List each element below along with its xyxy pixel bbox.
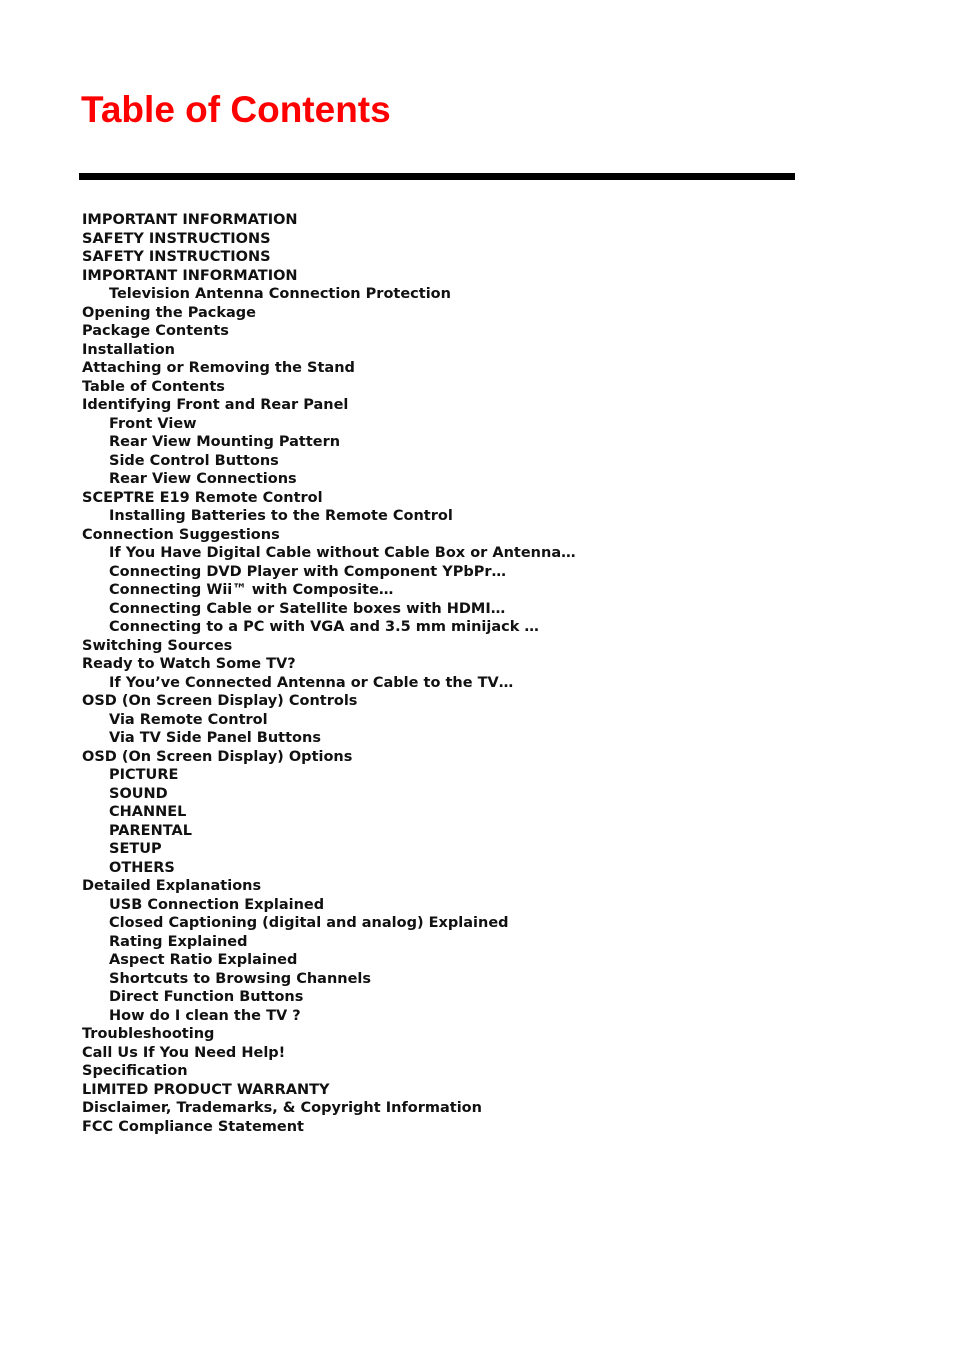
toc-subentry[interactable]: Aspect Ratio Explained bbox=[109, 952, 298, 968]
toc-subentry[interactable]: How do I clean the TV ? bbox=[109, 1007, 301, 1024]
toc-entry[interactable]: Installation bbox=[82, 341, 175, 358]
title-divider bbox=[79, 173, 795, 180]
toc-entry[interactable]: IMPORTANT INFORMATION bbox=[82, 267, 298, 284]
toc-entry[interactable]: Attaching or Removing the Stand bbox=[82, 360, 355, 376]
toc-entry[interactable]: Connection Suggestions bbox=[82, 526, 280, 543]
toc-subentry[interactable]: If You Have Digital Cable without Cable Box or Antenna… bbox=[109, 545, 576, 561]
toc-entry[interactable]: Table of Contents bbox=[82, 378, 225, 395]
toc-entry[interactable]: Detailed Explanations bbox=[82, 878, 262, 894]
toc-subentry[interactable]: Side Control Buttons bbox=[109, 452, 279, 469]
toc-subentry[interactable]: Connecting Wii™ with Composite… bbox=[109, 582, 394, 598]
toc-entry[interactable]: SCEPTRE E19 Remote Control bbox=[82, 489, 323, 506]
toc-entry[interactable]: SAFETY INSTRUCTIONS bbox=[82, 230, 271, 247]
toc-entry[interactable]: Ready to Watch Some TV? bbox=[82, 656, 296, 672]
toc-entry[interactable]: Specification bbox=[82, 1063, 188, 1079]
toc-entry[interactable]: Troubleshooting bbox=[82, 1026, 215, 1042]
toc-entry[interactable]: OSD (On Screen Display) Options bbox=[82, 748, 353, 765]
toc-subentry[interactable]: Rear View Connections bbox=[109, 471, 297, 487]
toc-subentry[interactable]: Via Remote Control bbox=[109, 711, 268, 728]
toc-subentry[interactable]: Connecting DVD Player with Component YPbPr… bbox=[109, 563, 507, 580]
toc-entry[interactable]: SAFETY INSTRUCTIONS bbox=[82, 249, 271, 265]
toc-subentry[interactable]: Shortcuts to Browsing Channels bbox=[109, 970, 372, 987]
toc-entry[interactable]: Identifying Front and Rear Panel bbox=[82, 397, 349, 413]
toc-subentry[interactable]: SOUND bbox=[109, 785, 168, 802]
toc-subentry[interactable]: Rear View Mounting Pattern bbox=[109, 434, 341, 450]
toc-entry[interactable]: IMPORTANT INFORMATION bbox=[82, 212, 298, 228]
toc-entry[interactable]: Package Contents bbox=[82, 323, 229, 339]
toc-subentry[interactable]: Front View bbox=[109, 415, 197, 432]
toc-entry[interactable]: FCC Compliance Statement bbox=[82, 1118, 304, 1135]
toc-subentry[interactable]: PARENTAL bbox=[109, 822, 192, 839]
toc-subentry[interactable]: If You’ve Connected Antenna or Cable to the TV… bbox=[109, 674, 514, 691]
toc-subentry[interactable]: PICTURE bbox=[109, 767, 179, 783]
toc-subentry[interactable]: USB Connection Explained bbox=[109, 896, 325, 913]
toc-subentry[interactable]: Installing Batteries to the Remote Control bbox=[109, 508, 453, 524]
toc-subentry[interactable]: Closed Captioning (digital and analog) Explained bbox=[109, 915, 509, 931]
toc-subentry[interactable]: OTHERS bbox=[109, 859, 175, 876]
toc-subentry[interactable]: Connecting Cable or Satellite boxes with HDMI… bbox=[109, 600, 506, 617]
toc-subentry[interactable]: Connecting to a PC with VGA and 3.5 mm minijack … bbox=[109, 619, 539, 635]
toc-subentry[interactable]: Via TV Side Panel Buttons bbox=[109, 730, 321, 746]
toc-entry[interactable]: LIMITED PRODUCT WARRANTY bbox=[82, 1081, 330, 1098]
toc-subentry[interactable]: Television Antenna Connection Protection bbox=[109, 286, 451, 302]
toc-list bbox=[82, 211, 576, 1136]
toc-entry[interactable]: Disclaimer, Trademarks, & Copyright Information bbox=[82, 1100, 482, 1116]
toc-entry[interactable]: OSD (On Screen Display) Controls bbox=[82, 693, 358, 709]
toc-entry[interactable]: Opening the Package bbox=[82, 304, 256, 321]
toc-subentry[interactable]: Rating Explained bbox=[109, 933, 248, 950]
toc-subentry[interactable]: SETUP bbox=[109, 841, 162, 857]
toc-subentry[interactable]: CHANNEL bbox=[109, 804, 187, 820]
page-title: Table of Contents bbox=[81, 89, 391, 130]
toc-subentry[interactable]: Direct Function Buttons bbox=[109, 989, 304, 1005]
toc-entry[interactable]: Switching Sources bbox=[82, 637, 233, 654]
toc-entry[interactable]: Call Us If You Need Help! bbox=[82, 1044, 286, 1061]
